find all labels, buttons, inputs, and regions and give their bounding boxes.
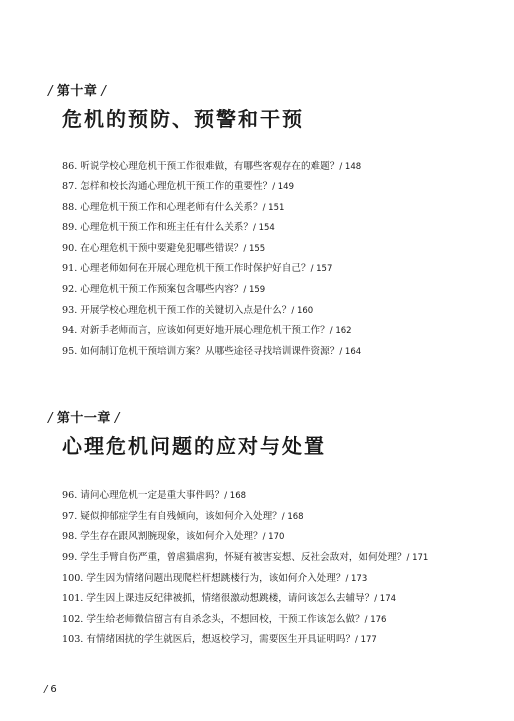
- page-ref: / 160: [291, 306, 314, 316]
- page-ref: / 155: [243, 244, 266, 254]
- chapter-title: 心理危机问题的应对与处置: [62, 434, 326, 458]
- toc-entry[interactable]: 99. 学生手臂自伤严重，曾虐猫虐狗，怀疑有被害妄想、反社会敌对，如何处理？/ 171: [62, 552, 429, 563]
- chapter-label-text: 第十一章: [56, 411, 111, 426]
- page-ref: / 170: [262, 532, 285, 542]
- toc-entry[interactable]: 86. 听说学校心理危机干预工作很难做，有哪些客观存在的难题？/ 148: [62, 161, 362, 172]
- page-ref: / 177: [355, 635, 377, 645]
- page-ref: / 164: [339, 347, 362, 357]
- page-footer: / 6: [44, 684, 57, 695]
- chapter-title: 危机的预防、预警和干预: [62, 107, 304, 131]
- page-ref: / 154: [253, 223, 275, 233]
- page-number: 6: [50, 684, 57, 695]
- page-ref: / 148: [339, 162, 362, 172]
- toc-entry[interactable]: 101. 学生因上课违反纪律被抓，情绪很激动想跳楼，请问该怎么去辅导？/ 174: [62, 593, 397, 604]
- toc-entry[interactable]: 89. 心理危机干预工作和班主任有什么关系？/ 154: [62, 222, 275, 233]
- toc-entry[interactable]: 98. 学生存在跟风割腕现象，该如何介入处理？/ 170: [62, 531, 285, 542]
- page-ref: / 157: [310, 264, 333, 274]
- toc-entry[interactable]: 93. 开展学校心理危机干预工作的关键切入点是什么？/ 160: [62, 305, 314, 316]
- toc-entry[interactable]: 92. 心理危机干预工作预案包含哪些内容？/ 159: [62, 284, 266, 295]
- page-ref: / 174: [374, 594, 397, 604]
- page-ref: / 168: [224, 491, 247, 501]
- chapter-label: / 第十一章 /: [48, 411, 120, 426]
- toc-entry[interactable]: 96. 请问心理危机一定是重大事件吗？/ 168: [62, 490, 247, 501]
- toc-entry[interactable]: 102. 学生给老师微信留言有自杀念头，不想回校，干预工作该怎么做？/ 176: [62, 614, 387, 625]
- toc-entry[interactable]: 97. 疑似抑郁症学生有自残倾向，该如何介入处理？/ 168: [62, 511, 304, 522]
- chapter-label: / 第十章 /: [48, 84, 107, 99]
- toc-entry[interactable]: 100. 学生因为情绪问题出现爬栏杆想跳楼行为，该如何介入处理？/ 173: [62, 573, 368, 584]
- toc-entry[interactable]: 91. 心理老师如何在开展心理危机干预工作时保护好自己？/ 157: [62, 263, 333, 274]
- page-ref: / 171: [406, 553, 429, 563]
- toc-entry[interactable]: 95. 如何制订危机干预培训方案？从哪些途径寻找培训课件资源？/ 164: [62, 346, 362, 357]
- page-ref: / 159: [243, 285, 266, 295]
- page-ref: / 151: [262, 203, 285, 213]
- toc-entry[interactable]: 87. 怎样和校长沟通心理危机干预工作的重要性？/ 149: [62, 181, 294, 192]
- toc-entry[interactable]: 94. 对新手老师而言，应该如何更好地开展心理危机干预工作？/ 162: [62, 325, 352, 336]
- page-ref: / 176: [364, 615, 387, 625]
- page-ref: / 162: [329, 326, 352, 336]
- page-ref: / 173: [345, 574, 368, 584]
- toc-entry[interactable]: 88. 心理危机干预工作和心理老师有什么关系？/ 151: [62, 202, 285, 213]
- toc-entry[interactable]: 103. 有情绪困扰的学生就医后，想返校学习，需要医生开具证明吗？/ 177: [62, 634, 377, 645]
- page-ref: / 168: [281, 512, 304, 522]
- chapter-label-text: 第十章: [56, 84, 98, 99]
- toc-entry[interactable]: 90. 在心理危机干预中要避免犯哪些错误？/ 155: [62, 243, 266, 254]
- page-ref: / 149: [272, 182, 294, 192]
